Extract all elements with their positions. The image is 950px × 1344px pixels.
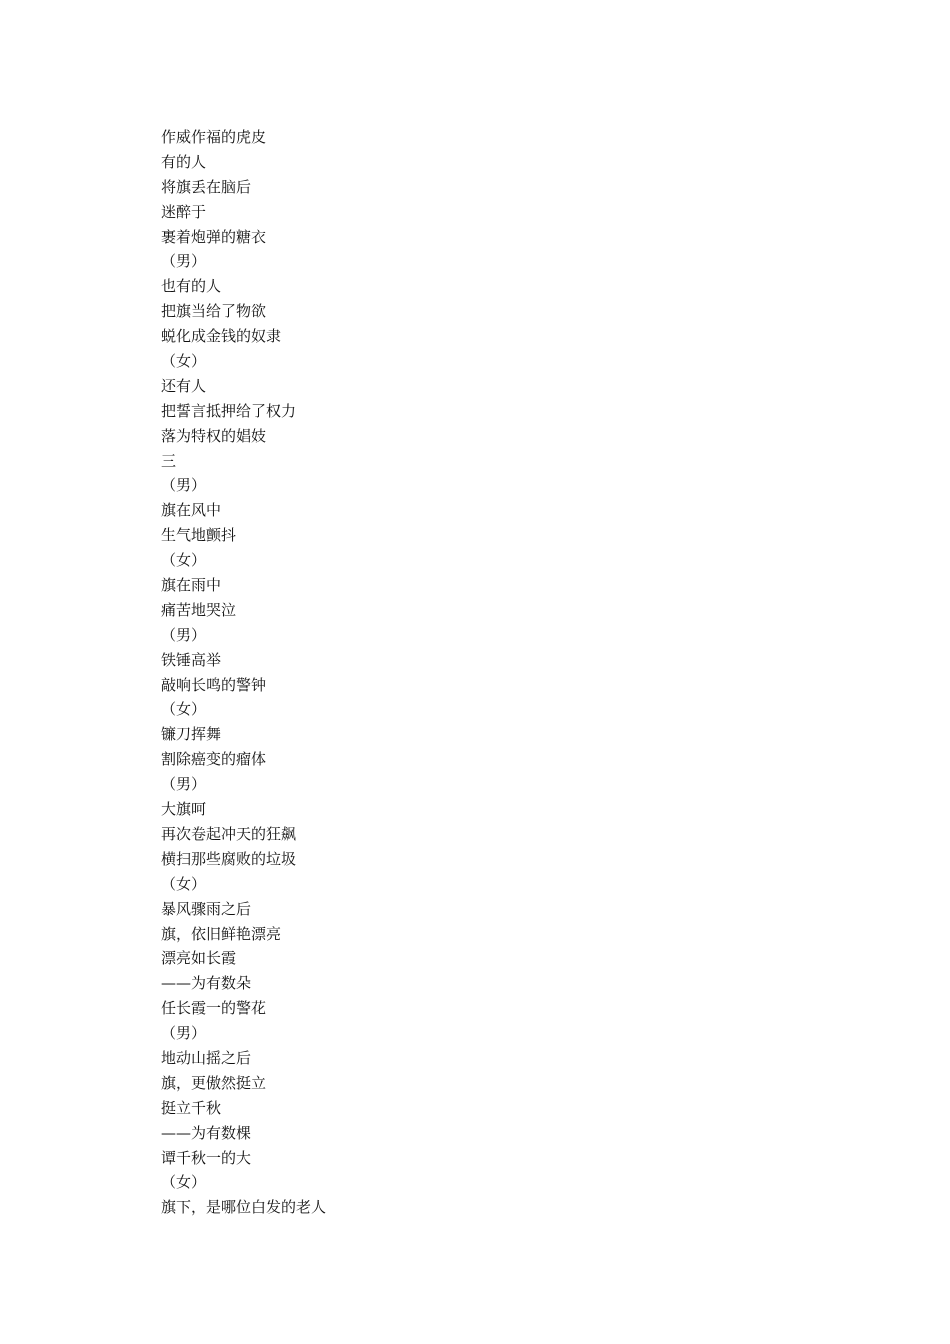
- section-number: 三: [161, 451, 177, 470]
- poem-line: 旗，更傲然挺立: [161, 1073, 267, 1092]
- poem-line: 再次卷起冲天的狂飙: [161, 824, 297, 843]
- poem-line: 作威作福的虎皮: [161, 128, 267, 146]
- poem-line: 谭千秋一的大: [161, 1148, 252, 1167]
- poem-line: 大旗呵: [161, 800, 207, 819]
- poem-line: 任长霞一的警花: [161, 999, 267, 1018]
- poem-line: 把誓言抵押给了权力: [161, 401, 297, 420]
- poem-line: 裹着炮弹的糖衣: [161, 227, 267, 246]
- poem-line: 镰刀挥舞: [161, 725, 222, 744]
- poem-line: 蜕化成金钱的奴隶: [161, 327, 282, 346]
- poem-line: 将旗丢在脑后: [161, 177, 252, 196]
- poem-line: 落为特权的娼妓: [161, 426, 267, 445]
- poem-line: 有的人: [161, 152, 207, 171]
- poem-line: ——为有数朵: [161, 974, 252, 993]
- poem-line: 痛苦地哭泣: [161, 600, 237, 619]
- speaker-label: （男）: [161, 775, 207, 794]
- poem-line: 旗在雨中: [161, 576, 222, 595]
- poem-line: ——为有数棵: [161, 1123, 252, 1142]
- poem-text: [161, 125, 801, 1220]
- speaker-label: （女）: [161, 874, 207, 893]
- poem-line: 挺立千秋: [161, 1098, 222, 1117]
- speaker-label: （女）: [161, 352, 207, 371]
- speaker-label: （女）: [161, 551, 207, 570]
- speaker-label: （男）: [161, 476, 207, 495]
- poem-line: 敲响长鸣的警钟: [161, 675, 267, 694]
- speaker-label: （女）: [161, 700, 207, 719]
- speaker-label: （男）: [161, 252, 207, 271]
- speaker-label: （男）: [161, 1024, 207, 1043]
- poem-line: 迷醉于: [161, 202, 207, 221]
- poem-line: 旗下，是哪位白发的老人: [161, 1198, 327, 1217]
- poem-line: 铁锤高举: [161, 650, 222, 669]
- speaker-label: （女）: [161, 1173, 207, 1192]
- poem-line: 旗在风中: [161, 501, 222, 520]
- poem-line: 旗，依旧鲜艳漂亮: [161, 924, 282, 943]
- poem-line: 割除癌变的瘤体: [161, 750, 267, 769]
- poem-line: 暴风骤雨之后: [161, 899, 252, 918]
- poem-line: 生气地颤抖: [161, 526, 237, 545]
- poem-line: 也有的人: [161, 277, 222, 296]
- poem-line: 还有人: [161, 376, 207, 395]
- poem-line: 地动山摇之后: [161, 1048, 252, 1067]
- poem-line: 横扫那些腐败的垃圾: [161, 849, 297, 868]
- speaker-label: （男）: [161, 625, 207, 644]
- poem-line: 漂亮如长霞: [161, 949, 237, 968]
- poem-line: 把旗当给了物欲: [161, 302, 267, 321]
